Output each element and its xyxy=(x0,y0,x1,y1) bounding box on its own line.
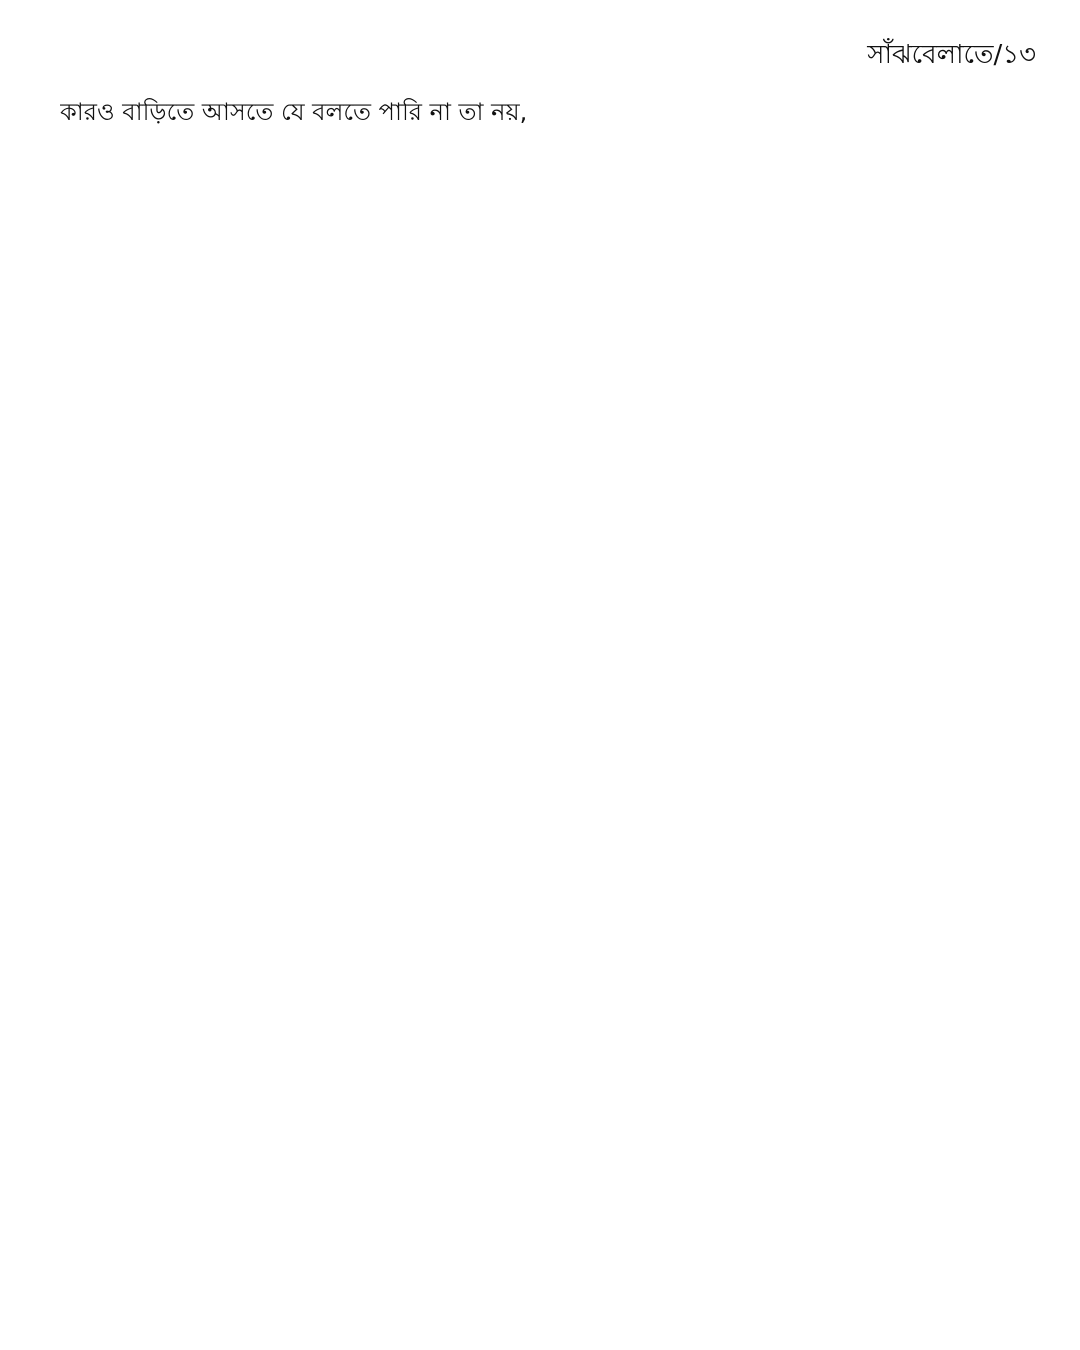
body-line xyxy=(60,174,1036,215)
body-line: কারও বাড়িতে আসতে যে বলতে পারি না তা নয়, xyxy=(60,98,528,126)
body-line xyxy=(60,133,1036,174)
body-line xyxy=(60,256,1036,297)
body-text xyxy=(60,92,1036,338)
body-line xyxy=(60,215,1036,256)
running-header: সাঁঝবেলাতে/১৩ xyxy=(867,40,1036,70)
body-line xyxy=(60,297,1036,338)
